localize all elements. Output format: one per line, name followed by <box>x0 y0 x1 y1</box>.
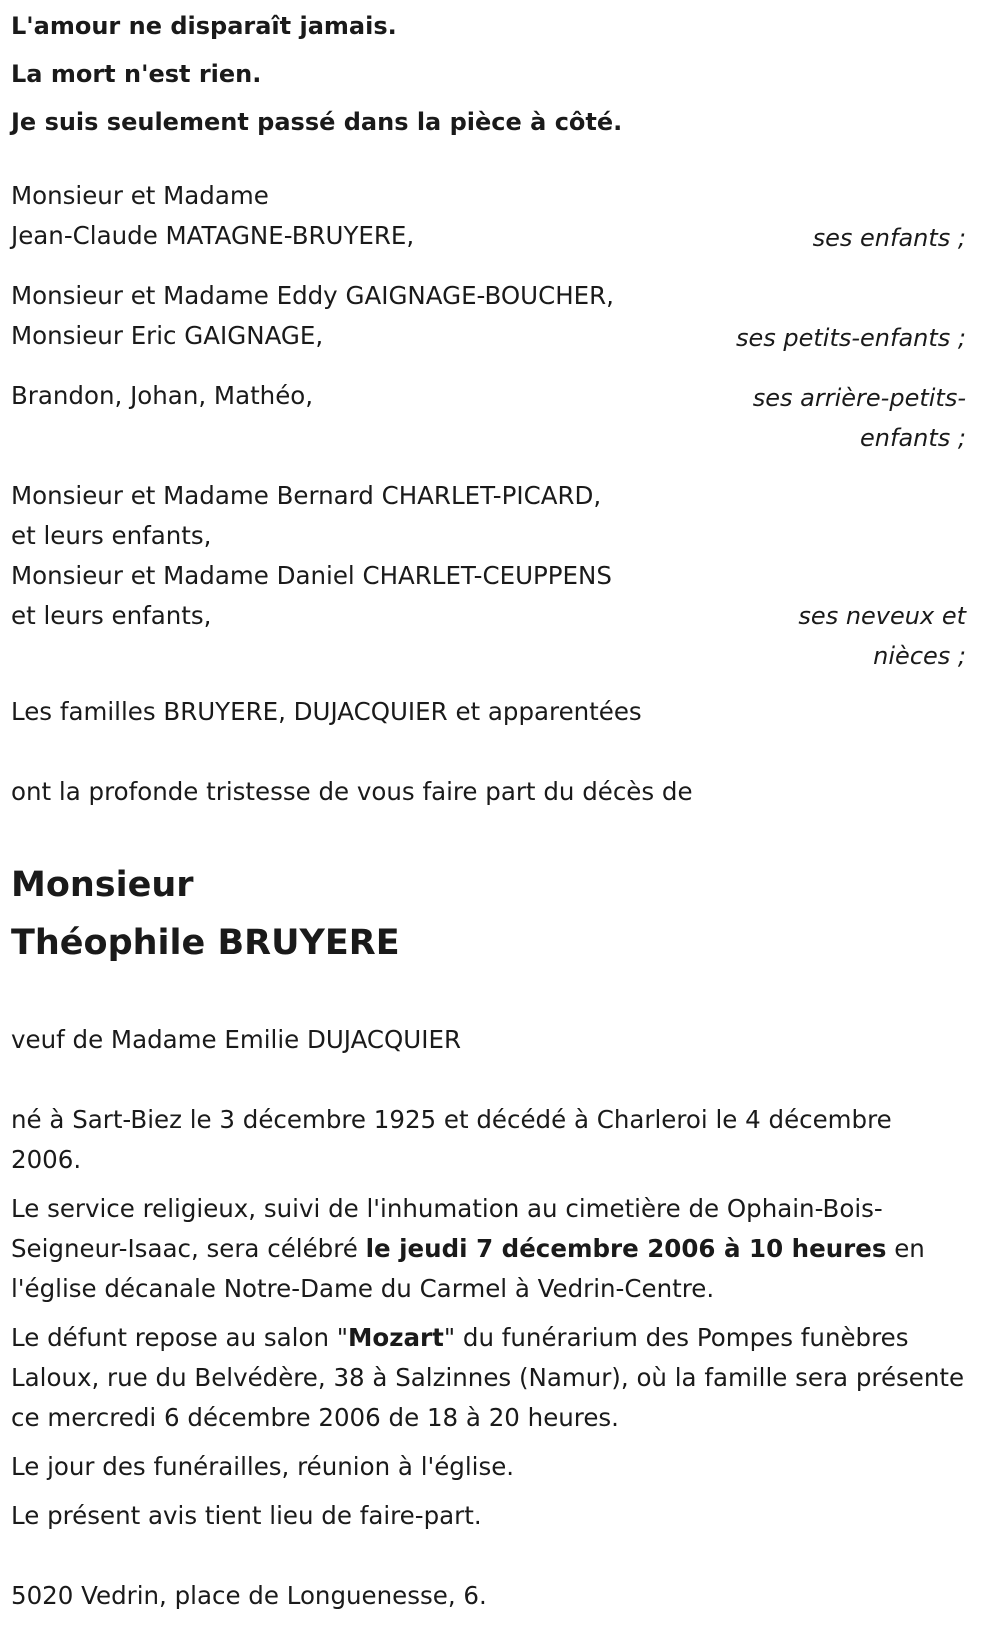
family-name: Monsieur et Madame Eddy GAIGNAGE-BOUCHER, <box>11 281 614 310</box>
announcement: ont la profonde tristesse de vous faire part du décès de <box>11 777 693 806</box>
quote-line: La mort n'est rien. <box>11 60 262 88</box>
repose-text: " du funérarium des Pompes funèbres Laloux, rue du Belvédère, 38 à Salzinnes (Namur), où la famille sera présente ce mercredi 6 décembre 2006 de 18 à 20 heures. <box>11 1323 965 1432</box>
birth-death: né à Sart-Biez le 3 décembre 1925 et décédé à Charleroi le 4 décembre 2006. <box>11 1105 892 1174</box>
obituary-notice <box>11 0 991 1616</box>
relation-label <box>798 596 966 676</box>
service-text: Le service religieux, suivi de l'inhumation au cimetière de Ophain-Bois-Seigneur-Isaac, sera célébré <box>11 1194 883 1263</box>
family-name: Brandon, Johan, Mathéo, <box>11 381 314 410</box>
relation-label-line: enfants ; <box>860 424 966 452</box>
repose-info <box>11 1318 966 1438</box>
service-date: le jeudi 7 décembre 2006 à 10 heures <box>365 1234 887 1263</box>
relation-label-line: ses arrière-petits- <box>752 384 966 412</box>
family-name: et leurs enfants, <box>11 521 212 550</box>
family-name: Monsieur et Madame <box>11 181 269 210</box>
family-name: et leurs enfants, <box>11 601 212 630</box>
family-name: Jean-Claude MATAGNE-BRUYERE, <box>11 221 415 250</box>
address: 5020 Vedrin, place de Longuenesse, 6. <box>11 1581 487 1610</box>
family-group-children <box>11 176 991 276</box>
deceased-title: Monsieur <box>11 865 194 905</box>
notice-body <box>11 772 991 1616</box>
relation-label-line: nièces ; <box>873 642 966 670</box>
service-info <box>11 1189 956 1309</box>
meeting-info: Le jour des funérailles, réunion à l'église. <box>11 1452 515 1481</box>
notice-info: Le présent avis tient lieu de faire-part. <box>11 1501 482 1530</box>
relation-label: ses enfants ; <box>812 224 966 252</box>
family-name: Monsieur Eric GAIGNAGE, <box>11 321 324 350</box>
quote-line: L'amour ne disparaît jamais. <box>11 12 397 40</box>
family-group-grandchildren <box>11 276 991 376</box>
service-text: en l'église décanale Notre-Dame du Carmel à Vedrin-Centre. <box>11 1234 925 1303</box>
repose-text: Le défunt repose au salon " <box>11 1323 349 1352</box>
salon-name: Mozart <box>348 1323 444 1352</box>
widower-of: veuf de Madame Emilie DUJACQUIER <box>11 1025 461 1054</box>
deceased-name-block <box>11 852 991 976</box>
families-line: Les familles BRUYERE, DUJACQUIER et apparentées <box>11 697 642 726</box>
family-group-nephews <box>11 476 991 692</box>
family-group-great-grandchildren <box>11 376 991 476</box>
relation-label: ses petits-enfants ; <box>735 324 966 352</box>
deceased-name: Théophile BRUYERE <box>11 923 400 963</box>
family-name: Monsieur et Madame Daniel CHARLET-CEUPPENS <box>11 561 612 590</box>
relation-label-line: ses neveux et <box>798 602 966 630</box>
relation-label <box>753 378 966 458</box>
family-name: Monsieur et Madame Bernard CHARLET-PICARD, <box>11 481 602 510</box>
family-list <box>11 176 991 732</box>
quote-line: Je suis seulement passé dans la pièce à côté. <box>11 108 623 136</box>
epitaph-quote <box>11 2 991 146</box>
